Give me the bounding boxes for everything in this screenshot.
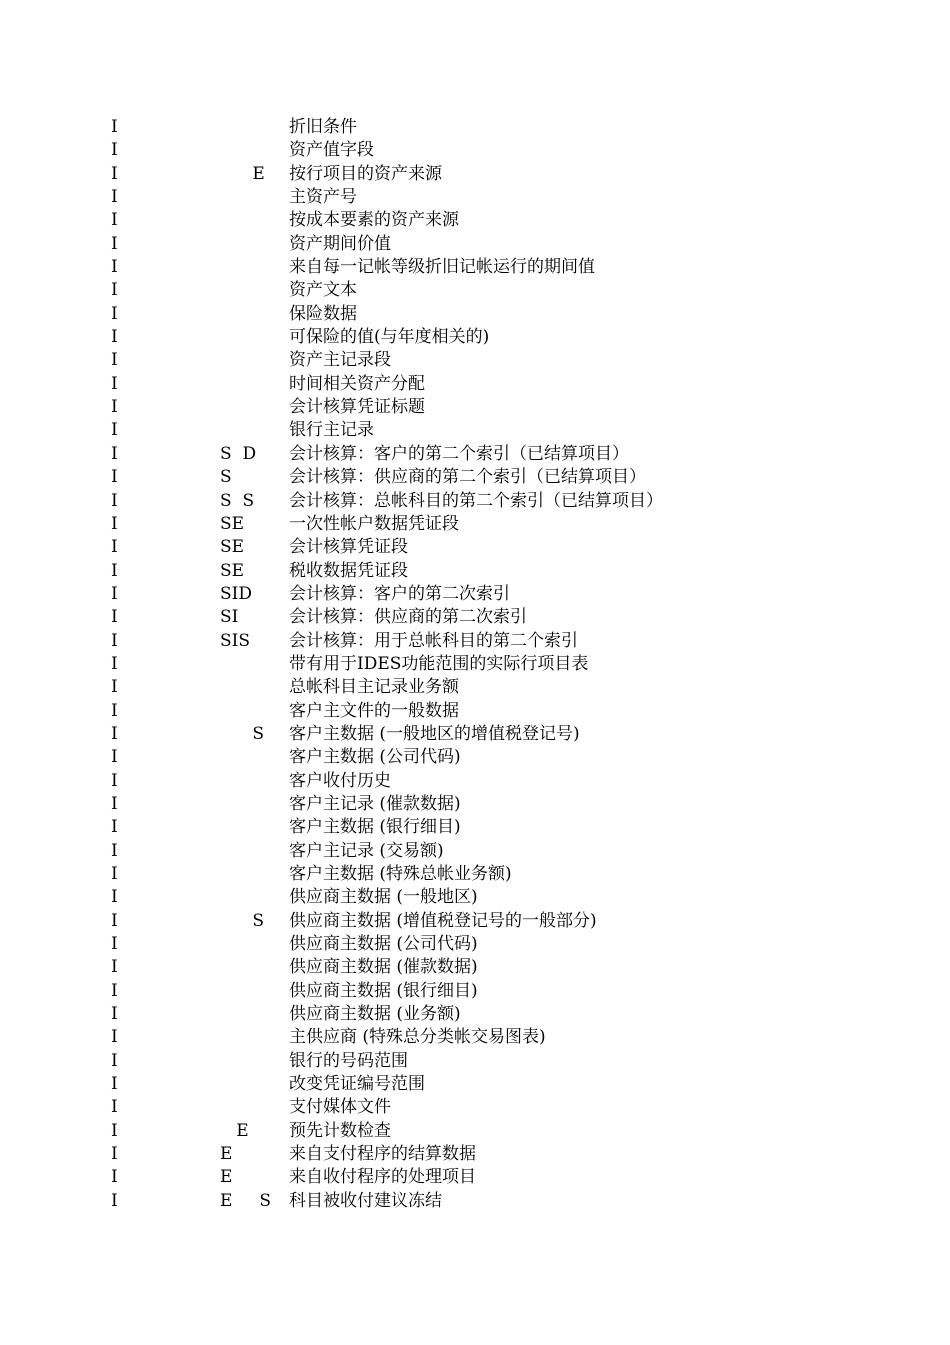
row-description: 银行的号码范围 [289,1050,408,1071]
row-type-code: I [111,957,118,978]
row-description: 供应商主数据 (增值税登记号的一般部分) [289,910,597,931]
table-row [0,1026,950,1049]
table-row [0,746,950,769]
row-type-code: I [111,163,118,184]
table-row [0,700,950,723]
table-row [0,980,950,1003]
table-row [0,1073,950,1096]
row-flags: E [220,1120,249,1141]
table-row [0,349,950,372]
row-type-code: I [111,1120,118,1141]
row-description: 会计核算凭证段 [289,537,408,558]
row-description: 主供应商 (特殊总分类帐交易图表) [289,1027,546,1048]
row-type-code: I [111,560,118,581]
row-description: 供应商主数据 (催款数据) [289,957,478,978]
table-row [0,209,950,232]
table-row [0,163,950,186]
row-description: 会计核算：客户的第二次索引 [289,583,510,604]
table-row [0,466,950,489]
table-row [0,793,950,816]
table-row [0,723,950,746]
row-type-code: I [111,117,118,137]
row-type-code: I [111,840,118,861]
row-flags: SID [220,583,252,604]
row-description: 客户主文件的一般数据 [289,700,459,721]
table-row [0,910,950,933]
table-row [0,560,950,583]
row-description: 银行主记录 [289,420,374,441]
row-description: 客户收付历史 [289,770,391,791]
row-description: 客户主记录 (交易额) [289,840,444,861]
row-type-code: I [111,1190,118,1211]
row-type-code: I [111,1167,118,1188]
table-row [0,630,950,653]
table-row [0,1050,950,1073]
table-row [0,186,950,209]
row-description: 改变凭证编号范围 [289,1074,425,1095]
row-description: 总帐科目主记录业务额 [289,677,459,698]
row-description: 来自每一记帐等级折旧记帐运行的期间值 [289,257,595,278]
row-type-code: I [111,747,118,768]
row-type-code: I [111,303,118,324]
row-description: 客户主数据 (银行细目) [289,817,461,838]
row-flags: E S [220,1190,272,1211]
row-description: 保险数据 [289,303,357,324]
table-row [0,116,950,139]
table-row [0,1166,950,1189]
row-type-code: I [111,490,118,511]
row-type-code: I [111,677,118,698]
row-description: 供应商主数据 (一般地区) [289,887,478,908]
row-description: 资产期间价值 [289,233,391,254]
row-type-code: I [111,233,118,254]
row-type-code: I [111,513,118,534]
row-description: 按行项目的资产来源 [289,163,442,184]
table-row [0,326,950,349]
row-type-code: I [111,910,118,931]
table-row [0,1120,950,1143]
row-type-code: I [111,700,118,721]
table-row [0,606,950,629]
row-description: 资产主记录段 [289,350,391,371]
row-type-code: I [111,210,118,231]
row-description: 供应商主数据 (业务额) [289,1004,461,1025]
row-description: 客户主数据 (特殊总帐业务额) [289,864,512,884]
row-flags: E [220,1144,233,1165]
table-row [0,1143,950,1166]
row-type-code: I [111,607,118,628]
row-type-code: I [111,350,118,371]
row-description: 客户主记录 (催款数据) [289,793,461,814]
row-type-code: I [111,187,118,208]
table-row [0,583,950,606]
row-description: 会计核算：总帐科目的第二个索引（已结算项目） [289,490,663,511]
row-description: 来自收付程序的处理项目 [289,1167,476,1188]
row-flags: SIS [220,630,251,651]
table-row [0,279,950,302]
table-row [0,443,950,466]
row-flags: SE [220,537,245,558]
row-type-code: I [111,420,118,441]
table-row [0,1003,950,1026]
table-row [0,956,950,979]
row-type-code: I [111,467,118,488]
row-type-code: I [111,280,118,301]
table-row [0,1096,950,1119]
row-type-code: I [111,934,118,955]
table-row [0,490,950,513]
row-type-code: I [111,583,118,604]
row-description: 资产文本 [289,280,357,301]
row-description: 一次性帐户数据凭证段 [289,513,459,534]
table-row [0,233,950,256]
row-type-code: I [111,723,118,744]
row-description: 税收数据凭证段 [289,560,408,581]
table-row [0,396,950,419]
row-description: 会计核算：客户的第二个索引（已结算项目） [289,443,629,464]
table-row [0,419,950,442]
row-flags: S [220,910,265,931]
row-type-code: I [111,327,118,348]
row-description: 时间相关资产分配 [289,373,425,394]
table-row [0,886,950,909]
table-row [0,676,950,699]
row-description: 会计核算：用于总帐科目的第二个索引 [289,630,578,651]
row-type-code: I [111,537,118,558]
row-type-code: I [111,817,118,838]
row-type-code: I [111,770,118,791]
table-row [0,770,950,793]
row-flags: E [220,1167,233,1188]
table-row [0,933,950,956]
row-description: 资产值字段 [289,140,374,161]
row-description: 会计核算：供应商的第二个索引（已结算项目） [289,467,646,488]
table-row [0,1190,950,1213]
row-type-code: I [111,1144,118,1165]
row-type-code: I [111,793,118,814]
row-description: 会计核算：供应商的第二次索引 [289,607,527,628]
row-description: 按成本要素的资产来源 [289,210,459,231]
row-flags: SE [220,560,245,581]
row-description: 来自支付程序的结算数据 [289,1144,476,1165]
row-type-code: I [111,1050,118,1071]
row-type-code: I [111,373,118,394]
table-row [0,536,950,559]
row-type-code: I [111,1027,118,1048]
row-description: 供应商主数据 (银行细目) [289,980,478,1001]
row-type-code: I [111,980,118,1001]
document-body [0,116,950,1213]
table-row [0,840,950,863]
row-type-code: I [111,1097,118,1118]
table-row [0,373,950,396]
row-flags: S S [220,490,255,511]
table-row [0,139,950,162]
table-row [0,513,950,536]
table-row [0,256,950,279]
row-description: 客户主数据 (一般地区的增值税登记号) [289,723,580,744]
row-type-code: I [111,864,118,884]
row-type-code: I [111,443,118,464]
row-type-code: I [111,653,118,674]
row-description: 供应商主数据 (公司代码) [289,934,478,955]
row-description: 预先计数检查 [289,1120,391,1141]
row-flags: SI [220,607,239,628]
row-description: 支付媒体文件 [289,1097,391,1118]
row-description: 主资产号 [289,187,357,208]
row-type-code: I [111,630,118,651]
table-row [0,303,950,326]
row-description: 带有用于IDES功能范围的实际行项目表 [289,653,589,674]
row-description: 可保险的值(与年度相关的) [289,327,490,348]
row-type-code: I [111,1004,118,1025]
row-description: 客户主数据 (公司代码) [289,747,461,768]
row-description: 科目被收付建议冻结 [289,1190,442,1211]
table-row [0,816,950,839]
row-flags: SE [220,513,245,534]
row-description: 会计核算凭证标题 [289,397,425,418]
row-flags: S [220,467,232,488]
row-flags: E [220,163,265,184]
row-type-code: I [111,397,118,418]
table-row [0,653,950,676]
row-type-code: I [111,140,118,161]
row-type-code: I [111,887,118,908]
table-row [0,863,950,886]
row-type-code: I [111,1074,118,1095]
row-flags: S D [220,443,257,464]
row-type-code: I [111,257,118,278]
row-flags: S [220,723,265,744]
row-description: 折旧条件 [289,117,357,137]
